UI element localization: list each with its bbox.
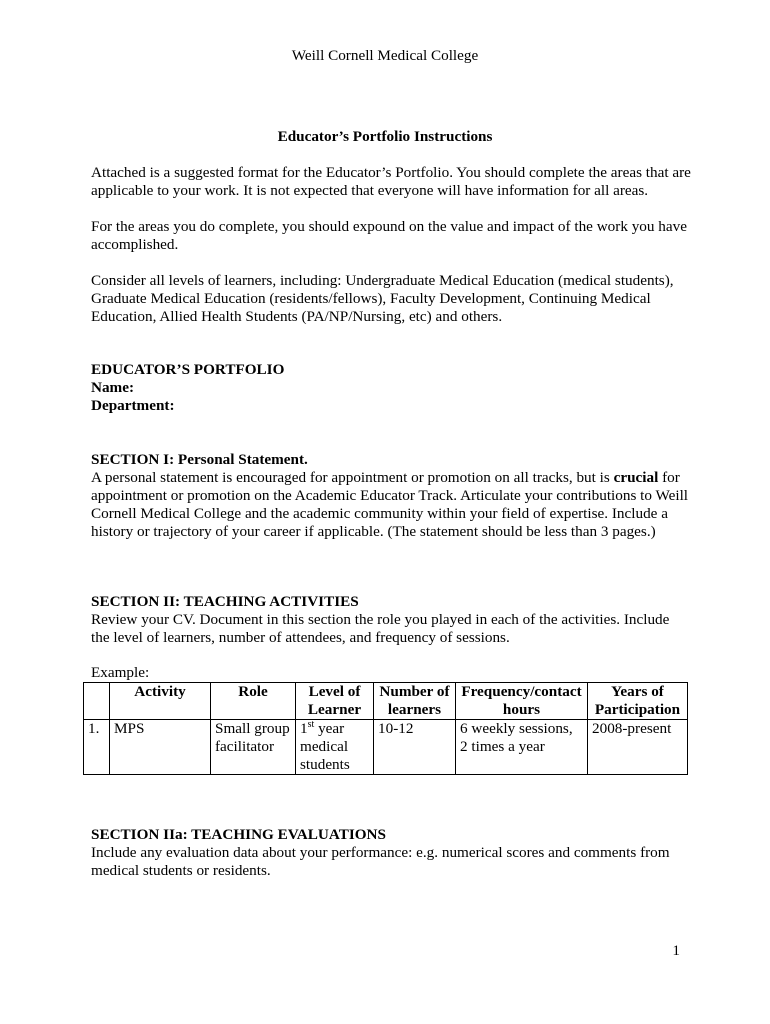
header-cell-years: Years of Participation — [588, 683, 688, 720]
example-label: Example: — [91, 664, 150, 681]
cell-number: 1. — [84, 720, 110, 775]
section-2a-heading: SECTION IIa: TEACHING EVALUATIONS — [91, 826, 386, 843]
name-label: Name: — [91, 379, 135, 396]
section-1 — [91, 451, 691, 541]
page-header: Weill Cornell Medical College — [291, 47, 479, 64]
cell-activity: MPS — [110, 720, 211, 775]
header-cell-role: Role — [211, 683, 296, 720]
portfolio-header-block — [91, 361, 691, 415]
level-rest: year medical students — [300, 720, 350, 773]
header-cell-activity: Activity — [110, 683, 211, 720]
section-1-heading: SECTION I: Personal Statement. — [91, 451, 308, 468]
table-header-row — [84, 683, 688, 720]
header-cell-frequency: Frequency/contact hours — [456, 683, 588, 720]
section-1-text-end: for appointment or promotion on the Academic Educator Track. Articulate your contributions to Weill Cornell Medical College and the academic community within your field of expertise. Include a history or trajectory of your career if applicable. (The statement should be less than 3 pages.) — [91, 469, 689, 540]
cell-frequency: 6 weekly sessions, 2 times a year — [456, 720, 588, 775]
cell-role: Small group facilitator — [211, 720, 296, 775]
table-row — [84, 720, 688, 775]
intro-paragraph-2: For the areas you do complete, you should expound on the value and impact of the work you have accomplished. — [91, 218, 687, 253]
teaching-activities-table — [83, 682, 688, 775]
level-ordinal-suffix: st — [307, 718, 315, 730]
cell-number-of-learners: 10-12 — [374, 720, 456, 775]
section-1-emphasis: crucial — [613, 469, 659, 486]
section-2-text: Review your CV. Document in this section the role you played in each of the activities. Include the level of learners, number of attendees, and frequency of sessions. — [91, 611, 670, 646]
section-1-text — [91, 469, 691, 541]
section-2a-text: Include any evaluation data about your performance: e.g. numerical scores and comments from medical students or residents. — [91, 844, 670, 879]
intro-paragraph-1: Attached is a suggested format for the Educator’s Portfolio. You should complete the areas that are applicable to your work. It is not expected that everyone will have information for all areas. — [91, 164, 691, 199]
cell-level — [296, 720, 374, 775]
section-2a — [91, 826, 691, 880]
section-2 — [91, 593, 691, 647]
portfolio-heading: EDUCATOR’S PORTFOLIO — [91, 361, 285, 378]
header-cell-number — [84, 683, 110, 720]
intro-paragraph-3: Consider all levels of learners, including: Undergraduate Medical Education (medical students), Graduate Medical Education (residents/fellows), Faculty Development, Continuing Medical Education, Allied Health Students (PA/NP/Nursing, etc) and others. — [91, 272, 674, 325]
document-title: Educator’s Portfolio Instructions — [277, 128, 493, 145]
cell-years: 2008-present — [588, 720, 688, 775]
header-cell-learners: Number of learners — [374, 683, 456, 720]
section-2-heading: SECTION II: TEACHING ACTIVITIES — [91, 593, 359, 610]
level-ordinal: 1 — [300, 720, 308, 737]
department-label: Department: — [91, 397, 175, 414]
page-number: 1 — [672, 942, 680, 959]
header-cell-level: Level of Learner — [296, 683, 374, 720]
section-1-text-start: A personal statement is encouraged for appointment or promotion on all tracks, but is — [91, 469, 614, 486]
